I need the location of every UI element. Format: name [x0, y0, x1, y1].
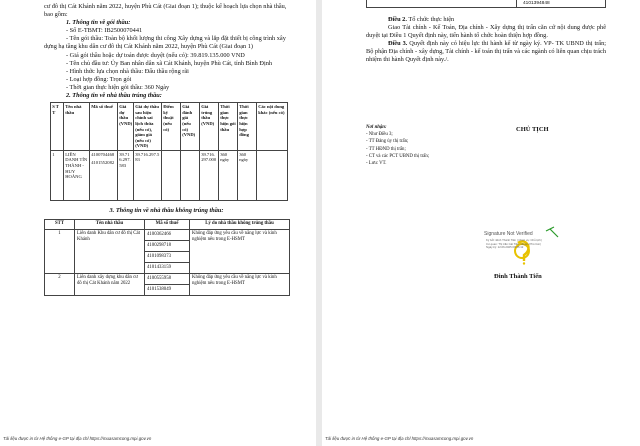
signer-name: Đinh Thành Tiến	[494, 273, 542, 280]
signature-details: Ký bởi: Đinh Thành Tiến | Chức vụ: Chủ tịch | Cơ quan: Thị trấn Cát Tiến, Huyện Phù Cát | Ngày ký: 12.06.2025 09:35:12	[486, 238, 543, 250]
document-page-right	[322, 0, 640, 446]
column-header: Các nội dung khác (nếu có)	[257, 103, 288, 151]
info-item: - Loại hợp đồng: Trọn gói	[66, 75, 132, 83]
row-tax-codes	[90, 150, 118, 200]
tax-code: 4100362466	[145, 230, 189, 241]
tax-code: 4101433159	[147, 264, 171, 270]
recipient-item: - Lưu: VT.	[366, 161, 387, 167]
row-other	[257, 150, 288, 200]
section-heading: 1. Thông tin về gói thầu:	[66, 19, 131, 27]
info-item: - Hình thức lựa chọn nhà thầu: Đấu thầu rộng rãi	[66, 67, 189, 75]
page-footer: Tải liệu được in từ Hệ thống e-GP tại địa chỉ https://muasamcong.mpi.gov.vn	[3, 436, 152, 441]
winning-bidder-table	[50, 102, 288, 201]
article-body: Giao Tài chính - Kế Toán, Địa chính - Xây dựng thị trấn căn cứ nội dung được phê duyệt tại Điều 1 Quyết định này, tiến hành tổ chức hoàn thiện hợp đồng.	[366, 24, 606, 40]
article-body: Quyết định này có hiệu lực thi hành kể từ ngày ký. VP- TK UBND thị trấn; Bộ phận Địa chính - xây dựng, Tài chính - kế toán thị trấn và các ngành có liên quan chịu trách nhiệm thi hành Quyết định này./.	[366, 40, 606, 64]
row-adjusted-price: 39.716.297.583	[134, 150, 162, 200]
tax-code: 4100298718	[145, 241, 189, 252]
losing-bidders-table	[44, 219, 290, 296]
row-winning-price: 39.716.297.000	[200, 150, 219, 200]
row-tax-codes	[145, 229, 190, 273]
column-header: Lý do nhà thầu không trúng thầu	[190, 219, 290, 229]
recipients-list	[366, 124, 466, 167]
row-reason: Không đáp ứng yêu cầu về năng lực và kinh nghiệm nêu trong E-HSMT	[190, 273, 290, 295]
tax-code: 4100555958	[145, 274, 189, 285]
column-header: Thời gian thực hiện gói thầu	[219, 103, 238, 151]
info-item: - Tên chủ đầu tư: Ủy Ban nhân dân xã Cát Khánh, huyện Phù Cát, tỉnh Bình Định	[66, 59, 272, 67]
column-header: Mã số thuế	[145, 219, 190, 229]
section-heading: 3. Thông tin về nhà thầu không trúng thầu:	[109, 206, 224, 214]
row-bid-price: 39.716.297.583	[118, 150, 134, 200]
article-title: Điều 2.	[388, 16, 407, 23]
article-subtitle: Tổ chức thực hiện	[406, 16, 455, 23]
column-header: Giá dự thầu (VND)	[118, 103, 134, 151]
row-stt: 2	[45, 273, 75, 295]
table-row	[45, 229, 290, 273]
document-page-left	[0, 0, 316, 446]
column-header: Mã số thuế	[90, 103, 118, 151]
row-reason: Không đáp ứng yêu cầu về năng lực và kinh nghiệm nêu trong E-HSMT	[190, 229, 290, 273]
row-bidder-name: Liên danh xây dựng khu dân cư đô thị Cát Khánh năm 2022	[75, 273, 145, 295]
recipient-item: - Như Điều 3;	[366, 132, 393, 138]
table-row	[51, 150, 288, 200]
recipient-item: - TT Đảng ủy thị trấn;	[366, 139, 409, 145]
info-item: - Giá gói thầu hoặc dự toán được duyệt (nếu có): 39.819.135.000 VND	[66, 51, 245, 59]
recipients-label: Nơi nhận:	[366, 125, 387, 130]
intro-text: cư đô thị Cát Khánh năm 2022, huyện Phù Cát (Giai đoạn 1); thuộc kế hoạch lựa chọn nhà thầu, bao gồm:	[44, 3, 287, 19]
row-stt: 1	[45, 229, 75, 273]
row-contract-duration: 360 ngày	[238, 150, 257, 200]
recipient-item: - TT HĐND thị trấn;	[366, 146, 406, 152]
row-tax-codes	[145, 273, 190, 295]
row-bidder-name: Liên danh Khu dân cư đô thị Cát Khánh	[75, 229, 145, 273]
column-header: Giá đánh giá (nếu có) (VND)	[181, 103, 200, 151]
info-item: - Thời gian thực hiện gói thầu: 360 Ngày	[66, 83, 170, 91]
article-title: Điều 3.	[388, 40, 408, 48]
column-header: Điểm kỹ thuật (nếu có)	[162, 103, 181, 151]
column-header: Tên nhà thầu	[64, 103, 90, 151]
article-2-3	[366, 12, 606, 65]
page-body	[44, 3, 289, 296]
recipient-item: - CT và các PCT UBND thị trấn;	[366, 153, 430, 159]
info-item: - Số E-TBMT: IB2500070441	[66, 27, 143, 35]
table-continuation	[366, 0, 606, 8]
signature-status: Signature Not Verified	[484, 231, 533, 237]
column-header: Tên nhà thầu	[75, 219, 145, 229]
column-header: Giá dự thầu sau hiệu chỉnh sai lệch thừa (nếu có), giảm giá (nếu có) (VND)	[134, 103, 162, 151]
signer-role: CHỦ TỊCH	[516, 126, 549, 133]
table-row	[45, 273, 290, 295]
section-heading: 2. Thông tin về nhà thầu trúng thầu:	[66, 92, 162, 100]
row-eval-price	[181, 150, 200, 200]
column-header: S T T	[51, 103, 64, 151]
tax-code: 4101552082	[91, 160, 115, 166]
row-package-duration: 360 ngày	[219, 150, 238, 200]
row-tech-score	[162, 150, 181, 200]
row-stt: 1	[51, 150, 64, 200]
row-bidder-name: LIÊN DANH TÍN THÀNH - HUY HOÀNG	[64, 150, 90, 200]
table-header-row	[51, 103, 288, 151]
tax-code: 4100704468	[91, 151, 115, 157]
column-header: STT	[45, 219, 75, 229]
table-header-row	[45, 219, 290, 229]
column-header: Thời gian thực hiện hợp đồng	[238, 103, 257, 151]
column-header: Giá trúng thầu (VND)	[200, 103, 219, 151]
page-footer: Tải liệu được in từ Hệ thống e-GP tại địa chỉ https://muasamcong.mpi.gov.vn	[325, 436, 474, 441]
tax-code: 4101098373	[145, 252, 189, 263]
tax-code: 4101538049	[147, 286, 171, 292]
tax-code: 4101394848	[523, 1, 550, 6]
info-item: - Tên gói thầu: Toàn bộ khối lượng thi công Xây dựng và lắp đặt thiết bị công trình xây dựng hạ tầng khu dân cư đô thị Cát Khánh năm 2022, huyện Phù Cát (Giai đoạn 1)	[44, 35, 286, 51]
